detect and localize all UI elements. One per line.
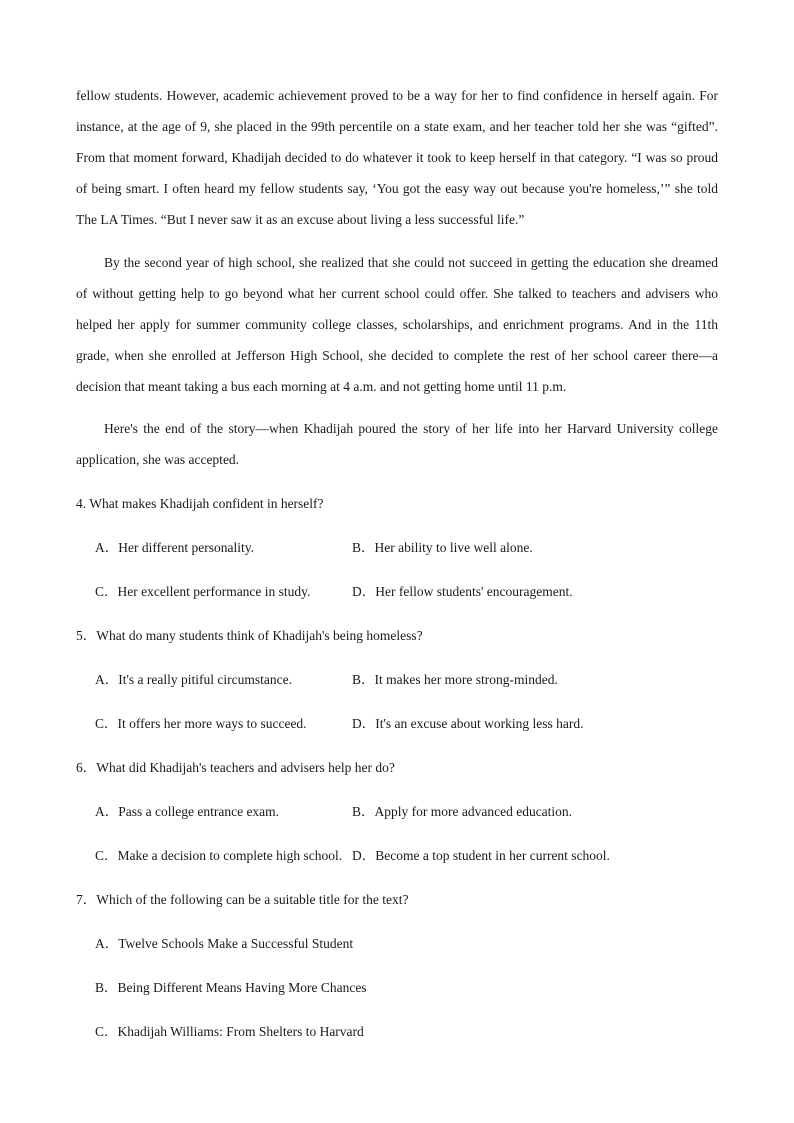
question-7-option-b[interactable]: B．Being Different Means Having More Chances: [95, 980, 367, 995]
question-5-option-d[interactable]: D．It's an excuse about working less hard.: [352, 716, 584, 731]
question-7-option-a[interactable]: A．Twelve Schools Make a Successful Student: [95, 936, 354, 951]
question-6-stem: 6．What did Khadijah's teachers and advisers help her do?: [76, 760, 395, 775]
question-4-option-b[interactable]: B．Her ability to live well alone.: [352, 540, 533, 555]
question-6-option-a[interactable]: A．Pass a college entrance exam.: [95, 804, 280, 819]
question-7-stem: 7．Which of the following can be a suitable title for the text?: [76, 892, 409, 907]
passage-paragraph-1: fellow students. However, academic achievement proved to be a way for her to find confidence in herself again. For instance, at the age of 9, she placed in the 99th percentile on a state exam, and her teacher told her she was “gifted”. From that moment forward, Khadijah decided to do whatever it took to keep herself in that category. “I was so proud of being smart. I often heard my fellow students say, ‘You got the easy way out because you're homeless,’” she told The LA Times. “But I never saw it as an excuse about living a less successful life.”: [76, 88, 718, 227]
question-5-option-a[interactable]: A．It's a really pitiful circumstance.: [95, 672, 292, 687]
question-5-stem: 5．What do many students think of Khadijah's being homeless?: [76, 628, 423, 643]
question-4-option-c[interactable]: C．Her excellent performance in study.: [95, 584, 311, 599]
passage-paragraph-2: By the second year of high school, she realized that she could not succeed in getting the education she dreamed of without getting help to go beyond what her current school could offer. She talked to teachers and advisers who helped her apply for summer community college classes, scholarships, and enrichment programs. And in the 11th grade, when she enrolled at Jefferson High School, she decided to complete the rest of her school career there—a decision that meant taking a bus each morning at 4 a.m. and not getting home until 11 p.m.: [76, 255, 718, 394]
question-7-option-c[interactable]: C．Khadijah Williams: From Shelters to Harvard: [95, 1024, 364, 1039]
question-6-option-d[interactable]: D．Become a top student in her current school.: [352, 848, 610, 863]
question-5-option-c[interactable]: C．It offers her more ways to succeed.: [95, 716, 307, 731]
question-6-option-b[interactable]: B．Apply for more advanced education.: [352, 804, 573, 819]
question-4-stem: 4. What makes Khadijah confident in herself?: [76, 496, 324, 511]
question-5-option-b[interactable]: B．It makes her more strong-minded.: [352, 672, 558, 687]
question-4-option-a[interactable]: A．Her different personality.: [95, 540, 254, 555]
question-6-option-c[interactable]: C．Make a decision to complete high school.: [95, 848, 343, 863]
question-4-option-d[interactable]: D．Her fellow students' encouragement.: [352, 584, 573, 599]
passage-paragraph-3: Here's the end of the story—when Khadijah poured the story of her life into her Harvard University college application, she was accepted.: [76, 421, 718, 467]
